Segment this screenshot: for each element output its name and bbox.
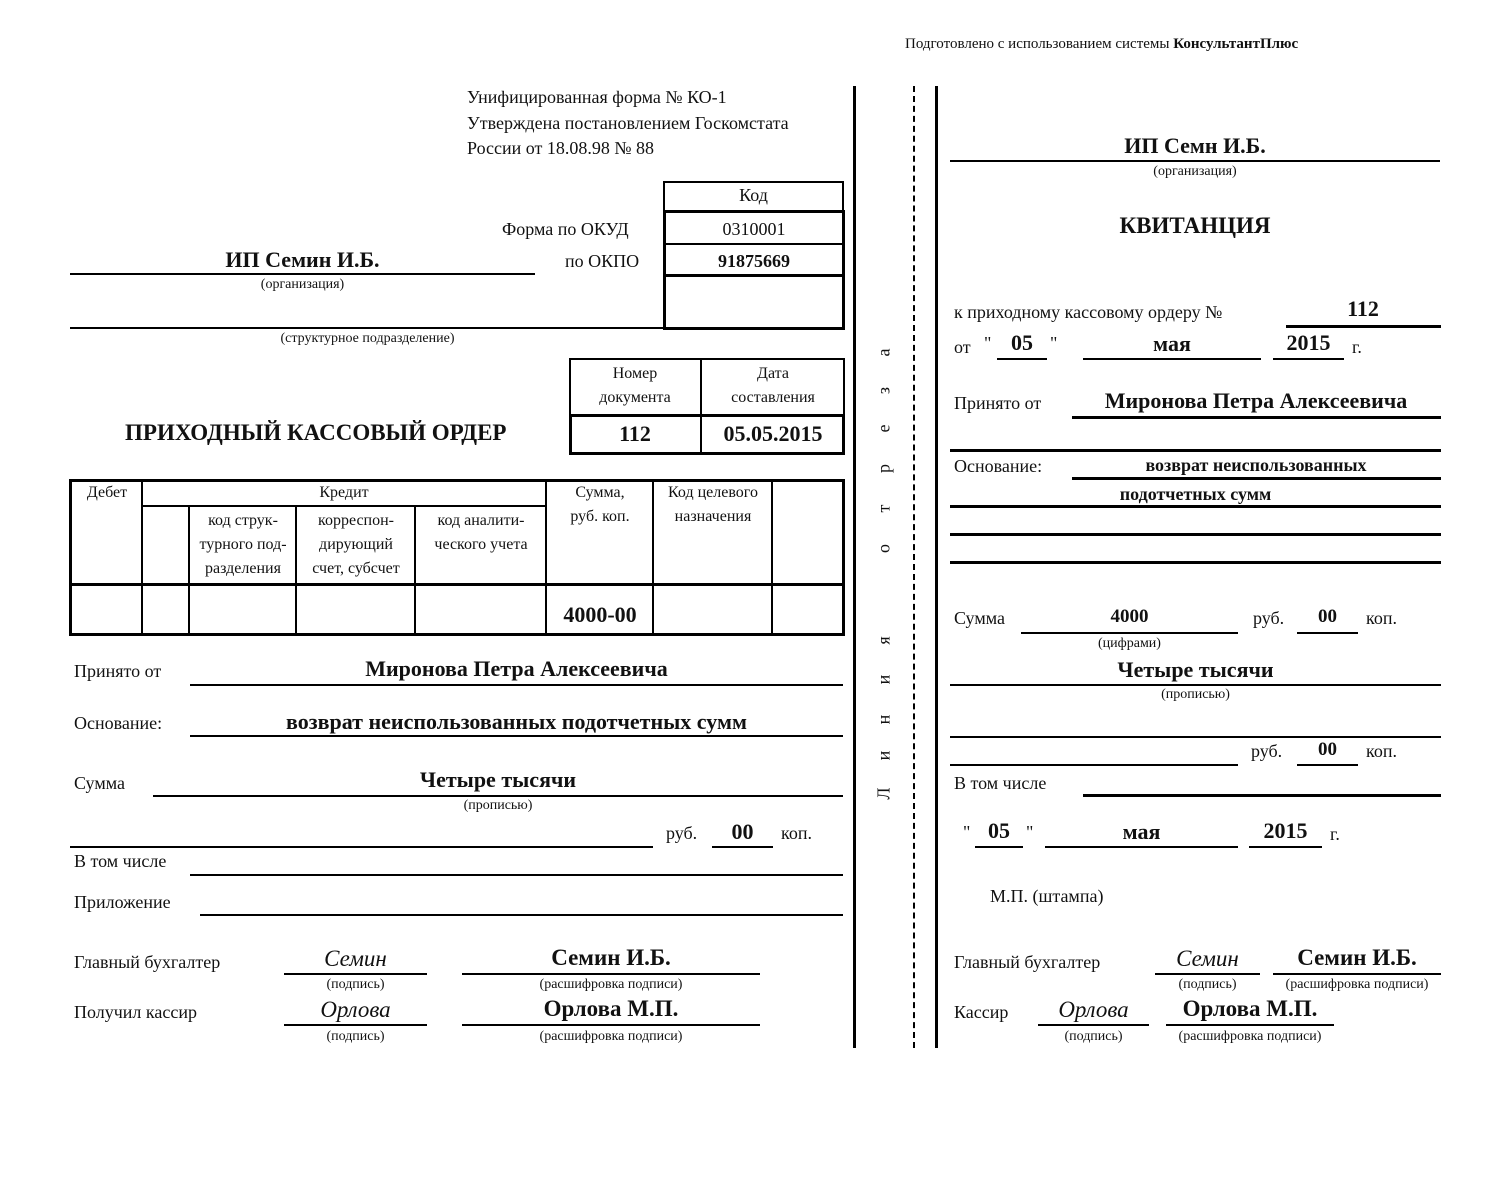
okpo-value: 91875669 (718, 251, 790, 271)
receipt-year-suffix: г. (1352, 337, 1362, 357)
cut-dashed-line (913, 86, 915, 1048)
doc-date-header-2: составления (731, 389, 815, 406)
receipt-date-year: 2015 (1263, 818, 1308, 843)
org-line (70, 273, 535, 275)
prepared-prefix: Подготовлено с использованием системы (905, 36, 1174, 52)
cut-line-letter: з (873, 386, 894, 395)
receipt-year-line (1273, 358, 1344, 360)
analytic-code-header (416, 509, 546, 557)
receipt-received-line (1072, 416, 1441, 419)
sum-label: Сумма (74, 773, 125, 793)
cashier-name-caption: (расшифровка подписи) (539, 1029, 683, 1044)
kop-value: 00 (731, 819, 754, 844)
chief-sign-line (284, 973, 427, 975)
receipt-day: 05 (1011, 330, 1033, 355)
credit-header: Кредит (319, 484, 369, 501)
receipt-basis-rule-1 (1072, 477, 1441, 480)
receipt-org-caption: (организация) (1153, 164, 1237, 179)
doc-number: 112 (619, 421, 651, 446)
receipt-month: мая (1153, 331, 1191, 356)
receipt-chief-label: Главный бухгалтер (954, 952, 1101, 972)
receipt-basis-line1: возврат неиспользованных (1145, 455, 1367, 475)
sum-words-caption: (прописью) (463, 798, 533, 813)
doc-number-header-1: Номер (612, 365, 658, 382)
target-code-header-2: назначения (674, 508, 752, 525)
receipt-date-quote-close: " (1026, 822, 1034, 842)
including-label: В том числе (74, 851, 167, 871)
cut-line-letter: н (873, 714, 894, 725)
receipt-digits-caption: (цифрами) (1098, 636, 1161, 651)
receipt-date-day-line (975, 846, 1023, 848)
prepared-brand: КонсультантПлюс (1173, 36, 1299, 52)
receipt-kop2-value: 00 (1318, 739, 1337, 760)
receipt-chief-name: Семин И.Б. (1297, 945, 1417, 970)
struct-code-header-1: код струк- (208, 512, 278, 529)
table-header-bottom (69, 583, 845, 586)
receipt-cashier-sign-line (1038, 1024, 1149, 1026)
sum-header-2: руб. коп. (570, 508, 630, 525)
receipt-chief-name-line (1273, 973, 1441, 975)
rub-label: руб. (666, 823, 698, 843)
struct-code-header-3: разделения (205, 560, 281, 577)
receipt-cashier-sign: Орлова (1058, 997, 1129, 1022)
struct-code-header-2: турного под- (199, 536, 287, 553)
kop-line (712, 846, 773, 848)
kop-label: коп. (781, 823, 812, 843)
chief-sign: Семин (324, 946, 387, 971)
receipt-from-label: от (954, 337, 971, 357)
receipt-words-line-2 (950, 736, 1441, 738)
receipt-date-quote-open: " (963, 822, 971, 842)
cut-line-letter: Л (873, 787, 894, 800)
including-line (190, 874, 843, 876)
table-sum-value: 4000-00 (563, 602, 637, 627)
cut-line-letter: и (873, 750, 894, 761)
received-value: Миронова Петра Алексеевича (365, 656, 668, 681)
corr-account-header-3: счет, субсчет (312, 560, 400, 577)
receipt-cashier-label: Кассир (954, 1002, 1009, 1022)
receipt-title: КВИТАНЦИЯ (1119, 213, 1271, 238)
sum-header (547, 481, 653, 529)
receipt-rub2-line (950, 764, 1238, 766)
receipt-org-line (950, 160, 1440, 162)
corr-account-header (297, 509, 415, 581)
chief-name: Семин И.Б. (551, 945, 671, 970)
okud-value: 0310001 (722, 219, 786, 239)
receipt-sum-label: Сумма (954, 608, 1005, 628)
receipt-cashier-name-caption: (расшифровка подписи) (1178, 1029, 1322, 1044)
receipt-cashier-name: Орлова М.П. (1182, 996, 1318, 1021)
receipt-kop2-line (1297, 764, 1358, 766)
doc-date-header-1: Дата (757, 365, 789, 382)
corr-account-header-2: дирующий (319, 536, 393, 553)
org-name: ИП Семин И.Б. (225, 247, 380, 272)
receipt-sum-digits-line (1021, 632, 1238, 634)
sum-words: Четыре тысячи (419, 767, 577, 792)
target-code-header-1: Код целевого (668, 484, 758, 501)
doc-number-header (569, 362, 701, 410)
receipt-quote-close: " (1050, 333, 1058, 353)
receipt-date-month-line (1045, 846, 1238, 848)
okpo-label: по ОКПО (565, 251, 640, 271)
attachment-label: Приложение (74, 892, 171, 912)
receipt-chief-name-caption: (расшифровка подписи) (1285, 977, 1429, 992)
analytic-code-header-2: ческого учета (434, 536, 528, 553)
receipt-chief-sign: Семин (1176, 946, 1239, 971)
receipt-chief-sign-line (1155, 973, 1260, 975)
received-line (190, 684, 843, 686)
cut-line-letter: е (873, 424, 894, 433)
cashier-sign-caption: (подпись) (326, 1029, 385, 1044)
receipt-basis-line2: подотчетных сумм (1119, 484, 1272, 504)
code-divider-1 (663, 243, 845, 245)
form-info-line1: Унифицированная форма № КО-1 (467, 87, 727, 107)
receipt-received-value: Миронова Петра Алексеевича (1104, 388, 1408, 413)
receipt-basis-label: Основание: (954, 456, 1043, 476)
receipt-received-line-2 (950, 449, 1441, 452)
cut-line-letter: я (873, 636, 894, 645)
chief-name-caption: (расшифровка подписи) (539, 977, 683, 992)
receipt-date-year-line (1249, 846, 1322, 848)
subdivision-caption: (структурное подразделение) (280, 331, 455, 346)
basis-line (190, 735, 843, 737)
left-separator (853, 86, 856, 1048)
target-code-header (654, 481, 772, 529)
receipt-cashier-sign-caption: (подпись) (1064, 1029, 1123, 1044)
basis-label: Основание: (74, 713, 163, 733)
doc-title: ПРИХОДНЫЙ КАССОВЫЙ ОРДЕР (125, 420, 507, 445)
cashier-sign-line (284, 1024, 427, 1026)
corr-account-header-1: корреспон- (317, 512, 394, 529)
analytic-code-header-1: код аналити- (437, 512, 525, 529)
receipt-kop2-label: коп. (1366, 741, 1397, 761)
sum-line (153, 795, 843, 797)
receipt-received-label: Принято от (954, 393, 1042, 413)
receipt-order-number: 112 (1347, 296, 1379, 321)
receipt-rub2-label: руб. (1251, 741, 1283, 761)
receipt-basis-rule-4 (950, 561, 1441, 564)
receipt-year: 2015 (1286, 330, 1331, 355)
subdivision-line (70, 327, 665, 329)
receipt-sum-words: Четыре тысячи (1117, 657, 1274, 682)
receipt-including-label: В том числе (954, 773, 1047, 793)
cashier-name-line (462, 1024, 760, 1026)
receipt-basis-rule-3 (950, 533, 1441, 536)
receipt-order-label: к приходному кассовому ордеру № (954, 302, 1223, 322)
chief-sign-caption: (подпись) (326, 977, 385, 992)
receipt-kop-label: коп. (1366, 608, 1397, 628)
chief-label: Главный бухгалтер (74, 952, 221, 972)
receipt-day-line (997, 358, 1047, 360)
receipt-rub-label: руб. (1253, 608, 1285, 628)
code-divider-2 (663, 274, 845, 277)
receipt-date-month: мая (1122, 819, 1161, 844)
receipt-including-line (1083, 794, 1441, 797)
attachment-line (200, 914, 843, 916)
receipt-sum-digits: 4000 (1110, 606, 1149, 627)
receipt-quote-open: " (984, 333, 992, 353)
org-caption: (организация) (260, 277, 345, 292)
form-info-line3: России от 18.08.98 № 88 (467, 138, 655, 158)
receipt-order-line (1286, 325, 1441, 328)
receipt-chief-sign-caption: (подпись) (1178, 977, 1237, 992)
receipt-cashier-name-line (1166, 1024, 1334, 1026)
received-label: Принято от (74, 661, 162, 681)
right-separator (935, 86, 938, 1048)
sum-line-2 (70, 846, 653, 848)
table-credit-underline (142, 505, 546, 507)
receipt-sum-words-line (950, 684, 1441, 686)
cut-line-letter: р (873, 464, 894, 473)
cashier-name: Орлова М.П. (543, 996, 679, 1021)
struct-code-header (190, 509, 296, 581)
receipt-kop-line (1297, 632, 1358, 634)
chief-name-line (462, 973, 760, 975)
okud-label: Форма по ОКУД (502, 219, 629, 239)
receipt-kop-value: 00 (1318, 606, 1337, 627)
cut-line-letter: и (873, 674, 894, 685)
sum-header-1: Сумма, (575, 484, 625, 501)
receipt-basis-rule-2 (950, 505, 1441, 508)
doc-date-header (701, 362, 845, 410)
receipt-date-suffix: г. (1330, 824, 1340, 844)
receipt-words-caption: (прописью) (1161, 687, 1230, 702)
code-header: Код (739, 185, 768, 205)
receipt-month-line (1083, 358, 1261, 360)
receipt-date-day: 05 (988, 818, 1010, 843)
cashier-label: Получил кассир (74, 1002, 197, 1022)
receipt-org-name: ИП Семн И.Б. (1124, 133, 1266, 158)
debit-header: Дебет (86, 484, 128, 501)
cut-line-letter: а (873, 348, 894, 357)
doc-date: 05.05.2015 (723, 421, 823, 446)
receipt-stamp: М.П. (штампа) (990, 886, 1104, 906)
basis-value: возврат неиспользованных подотчетных сумм (286, 709, 747, 734)
cut-line-letter: т (873, 504, 894, 513)
form-info-line2: Утверждена постановлением Госкомстата (467, 113, 789, 133)
cut-line-letter: о (873, 544, 894, 553)
doc-number-header-2: документа (599, 389, 671, 406)
prepared-note (905, 36, 1298, 53)
cashier-sign: Орлова (320, 997, 391, 1022)
